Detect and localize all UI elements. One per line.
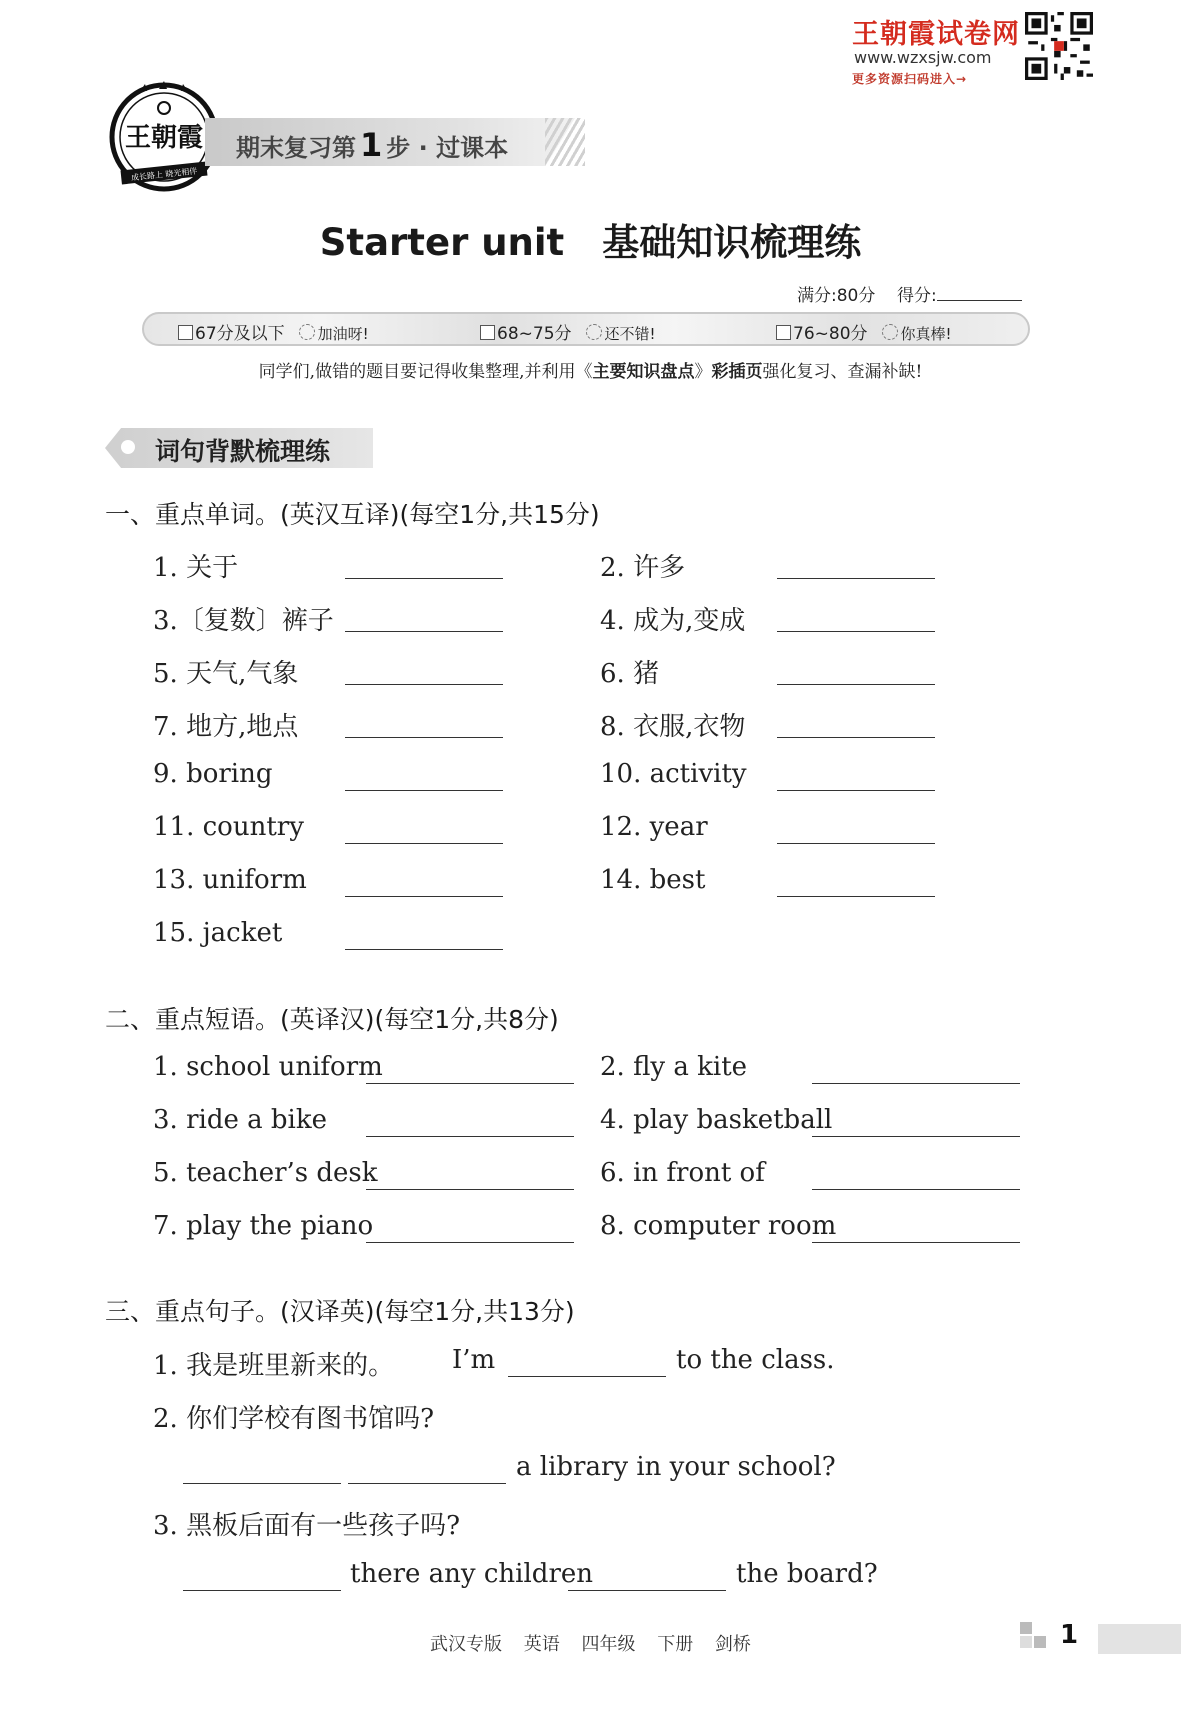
logo-ribbon: 成长路上 晓光相伴 [130,166,198,183]
word-item: 15. jacket [153,918,283,948]
brand-hint: 更多资源扫码进入→ [852,72,968,86]
answer-blank[interactable] [345,790,503,791]
word-item: 9. boring [153,759,273,789]
phrase-item: 7. play the piano [153,1211,374,1241]
banner-text [236,126,508,164]
banner-prefix: 期末复习第 [236,134,356,162]
rating-option-2[interactable] [480,319,656,344]
smiley-icon [882,324,898,340]
answer-blank[interactable] [812,1189,1020,1190]
note-bold: 主要知识盘点 [592,362,695,382]
page-title [0,212,1181,266]
answer-blank[interactable] [366,1242,574,1243]
word-item: 1. 关于 [153,553,239,583]
sentence-cn: 1. 我是班里新来的。 [153,1351,395,1381]
section-tag: 词句背默梳理练 [155,437,331,466]
phrase-item: 3. ride a bike [153,1105,327,1135]
smiley-icon [299,324,315,340]
sentence-text: a library in your school? [516,1452,836,1482]
part3-heading: 三、重点句子。(汉译英)(每空1分,共13分) [105,1297,575,1326]
answer-blank[interactable] [183,1590,341,1591]
answer-blank[interactable] [812,1136,1020,1137]
answer-blank[interactable] [777,843,935,844]
answer-blank[interactable] [345,843,503,844]
phrase-item: 8. computer room [600,1211,837,1241]
phrase-item: 6. in front of [600,1158,765,1188]
word-item: 14. best [600,865,706,895]
word-item: 10. activity [600,759,747,789]
phrase-item: 4. play basketball [600,1105,833,1135]
answer-blank[interactable] [345,684,503,685]
note-bold: 彩插页 [711,362,763,382]
title-subtitle: 基础知识梳理练 [602,221,862,264]
rating-bar [142,312,1030,346]
section-dot-icon [121,440,135,454]
answer-blank[interactable] [345,631,503,632]
page-bar [1098,1624,1181,1654]
rating-range: 68~75分 [497,324,572,344]
brand-name: 王朝霞试卷网 [852,19,1020,50]
answer-blank[interactable] [812,1242,1020,1243]
checkbox-icon[interactable] [776,325,791,340]
answer-blank[interactable] [508,1376,666,1377]
answer-blank[interactable] [345,896,503,897]
title-unit: Starter unit [319,221,565,264]
score-label: 得分: [896,286,937,306]
answer-blank[interactable] [777,737,935,738]
rating-msg: 加油呀! [317,325,369,343]
phrase-item: 1. school uniform [153,1052,383,1082]
answer-blank[interactable] [568,1590,726,1591]
word-item: 7. 地方,地点 [153,712,299,742]
sentence-text: to the class. [676,1345,835,1375]
answer-blank[interactable] [366,1189,574,1190]
banner-suffix: 步 · 过课本 [386,134,509,162]
qr-code-icon[interactable] [1025,12,1093,80]
part2-heading: 二、重点短语。(英译汉)(每空1分,共8分) [105,1005,559,1034]
answer-blank[interactable] [345,949,503,950]
word-item: 5. 天气,气象 [153,659,299,689]
answer-blank[interactable] [777,684,935,685]
phrase-item: 5. teacher’s desk [153,1158,378,1188]
score-line [797,281,1022,306]
rating-msg: 你真棒! [900,325,952,343]
footer-edition: 武汉专版 英语 四年级 下册 剑桥 [430,1634,751,1655]
page-number: 1 [1060,1620,1079,1650]
word-item: 11. country [153,812,304,842]
instruction-note [0,357,1181,382]
sentence-text: there any children [350,1559,594,1589]
note-part: 强化复习、查漏补缺! [762,362,923,382]
answer-blank[interactable] [366,1083,574,1084]
answer-blank[interactable] [183,1483,341,1484]
banner-stripes [545,118,585,166]
answer-blank[interactable] [812,1083,1020,1084]
sentence-text: the board? [736,1559,878,1589]
smiley-icon [586,324,602,340]
page-corner-icon [1020,1622,1048,1650]
part1-heading: 一、重点单词。(英汉互译)(每空1分,共15分) [105,500,600,529]
note-part: 》 [694,362,712,382]
rating-range: 76~80分 [793,324,868,344]
full-score: 满分:80分 [797,286,876,306]
checkbox-icon[interactable] [178,325,193,340]
banner-num: 1 [360,126,383,164]
note-part: 同学们,做错的题目要记得收集整理,并利用《 [258,362,593,382]
brand-url[interactable]: www.wzxsjw.com [854,48,992,67]
answer-blank[interactable] [777,790,935,791]
word-item: 3.〔复数〕裤子 [153,606,334,636]
word-item: 2. 许多 [600,553,686,583]
checkbox-icon[interactable] [480,325,495,340]
answer-blank[interactable] [366,1136,574,1137]
logo-text: 王朝霞 [124,123,204,153]
phrase-item: 2. fly a kite [600,1052,748,1082]
rating-msg: 还不错! [604,325,656,343]
word-item: 12. year [600,812,708,842]
word-item: 8. 衣服,衣物 [600,712,746,742]
rating-option-1[interactable] [178,319,369,344]
answer-blank[interactable] [348,1483,506,1484]
rating-option-3[interactable] [776,319,952,344]
word-item: 4. 成为,变成 [600,606,746,636]
answer-blank[interactable] [345,578,503,579]
answer-blank[interactable] [777,631,935,632]
answer-blank[interactable] [777,578,935,579]
sentence-cn: 2. 你们学校有图书馆吗? [153,1404,435,1434]
score-blank[interactable] [937,286,1022,301]
word-item: 13. uniform [153,865,307,895]
rating-range: 67分及以下 [195,324,285,344]
answer-blank[interactable] [777,896,935,897]
answer-blank[interactable] [345,737,503,738]
sentence-text: I’m [452,1345,496,1375]
sentence-cn: 3. 黑板后面有一些孩子吗? [153,1511,461,1541]
word-item: 6. 猪 [600,659,660,689]
